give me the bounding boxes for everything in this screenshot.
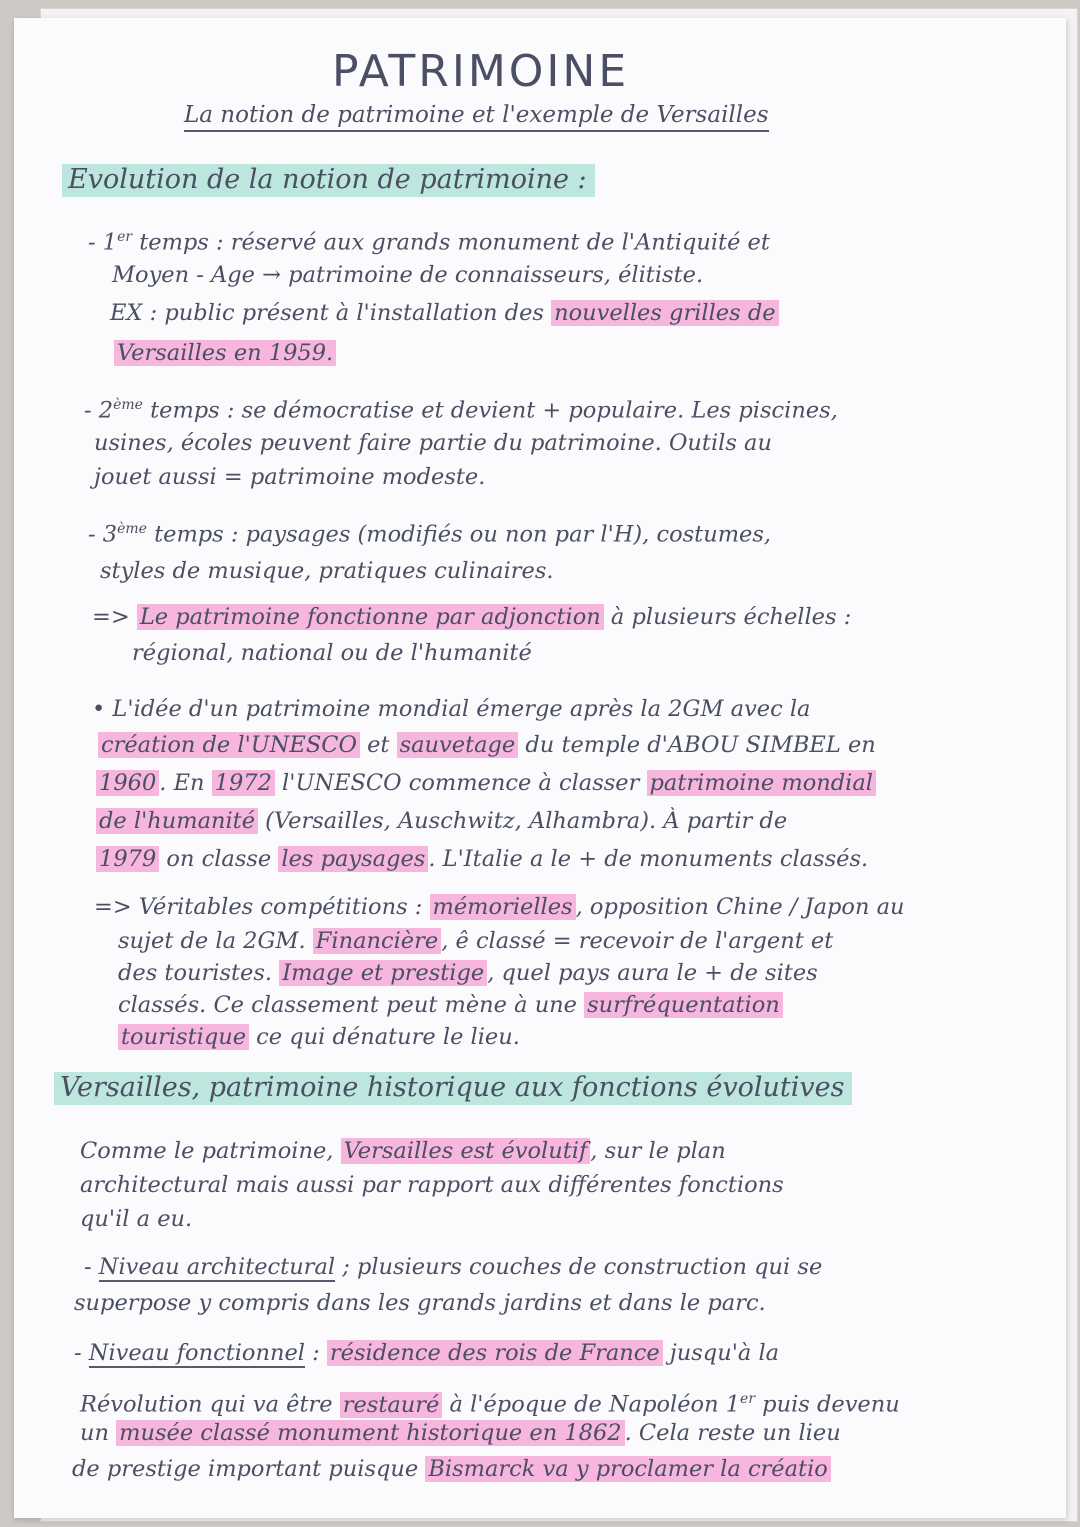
note-line: qu'il a eu. bbox=[80, 1206, 193, 1232]
page-title: PATRIMOINE bbox=[332, 46, 630, 97]
note-line: - Niveau fonctionnel : résidence des rois de France jusqu'à la bbox=[74, 1340, 780, 1366]
section-heading-evolution: Evolution de la notion de patrimoine : bbox=[62, 164, 595, 197]
note-line: un musée classé monument historique en 1862 . Cela reste un lieu bbox=[80, 1420, 841, 1446]
note-line: création de l'UNESCO et sauvetage du temple d'ABOU SIMBEL en bbox=[98, 730, 876, 760]
note-line: => Véritables compétitions : mémorielles , opposition Chine / Japon au bbox=[94, 894, 905, 920]
note-line: 1960 . En 1972 l'UNESCO commence à classer patrimoine mondial bbox=[96, 768, 876, 798]
note-line: Révolution qui va être restauré à l'époque de Napoléon 1er puis devenu bbox=[80, 1391, 900, 1418]
note-line: styles de musique, pratiques culinaires. bbox=[100, 558, 554, 584]
note-line: régional, national ou de l'humanité bbox=[132, 640, 532, 666]
note-line: touristique ce qui dénature le lieu. bbox=[118, 1022, 520, 1052]
note-line: - 3ème temps : paysages (modifiés ou non par l'H), costumes, bbox=[88, 521, 772, 548]
note-line: - 1er temps : réservé aux grands monument de l'Antiquité et bbox=[88, 229, 770, 256]
note-line: Versailles en 1959. bbox=[114, 338, 336, 368]
note-line: classés. Ce classement peut mène à une surfréquentation bbox=[118, 990, 783, 1020]
note-line: Moyen - Age → patrimoine de connaisseurs, élitiste. bbox=[112, 262, 704, 288]
note-page bbox=[14, 18, 1066, 1518]
section-heading-versailles: Versailles, patrimoine historique aux fonctions évolutives bbox=[54, 1072, 852, 1105]
note-line: - Niveau architectural ; plusieurs couches de construction qui se bbox=[84, 1254, 823, 1280]
note-line: superpose y compris dans les grands jardins et dans le parc. bbox=[74, 1290, 766, 1316]
note-line: usines, écoles peuvent faire partie du patrimoine. Outils au bbox=[94, 430, 772, 456]
note-line: jouet aussi = patrimoine modeste. bbox=[94, 464, 486, 490]
note-line: - 2ème temps : se démocratise et devient + populaire. Les piscines, bbox=[84, 397, 838, 424]
note-line: => Le patrimoine fonctionne par adjonction à plusieurs échelles : bbox=[92, 604, 852, 630]
note-line: 1979 on classe les paysages . L'Italie a le + de monuments classés. bbox=[96, 844, 868, 874]
note-line: sujet de la 2GM. Financière , ê classé = recevoir de l'argent et bbox=[118, 928, 834, 954]
note-line: de l'humanité (Versailles, Auschwitz, Alhambra). À partir de bbox=[96, 806, 787, 836]
note-line: EX : public présent à l'installation des nouvelles grilles de bbox=[110, 298, 779, 328]
note-line: de prestige important puisque Bismarck va y proclamer la créatio bbox=[72, 1454, 831, 1484]
note-line: des touristes. Image et prestige , quel pays aura le + de sites bbox=[118, 960, 818, 986]
note-line: architectural mais aussi par rapport aux différentes fonctions bbox=[80, 1172, 784, 1198]
note-line: • L'idée d'un patrimoine mondial émerge après la 2GM avec la bbox=[92, 696, 811, 722]
note-line: Comme le patrimoine, Versailles est évolutif , sur le plan bbox=[80, 1138, 726, 1164]
page-subtitle: La notion de patrimoine et l'exemple de Versailles bbox=[184, 102, 769, 132]
